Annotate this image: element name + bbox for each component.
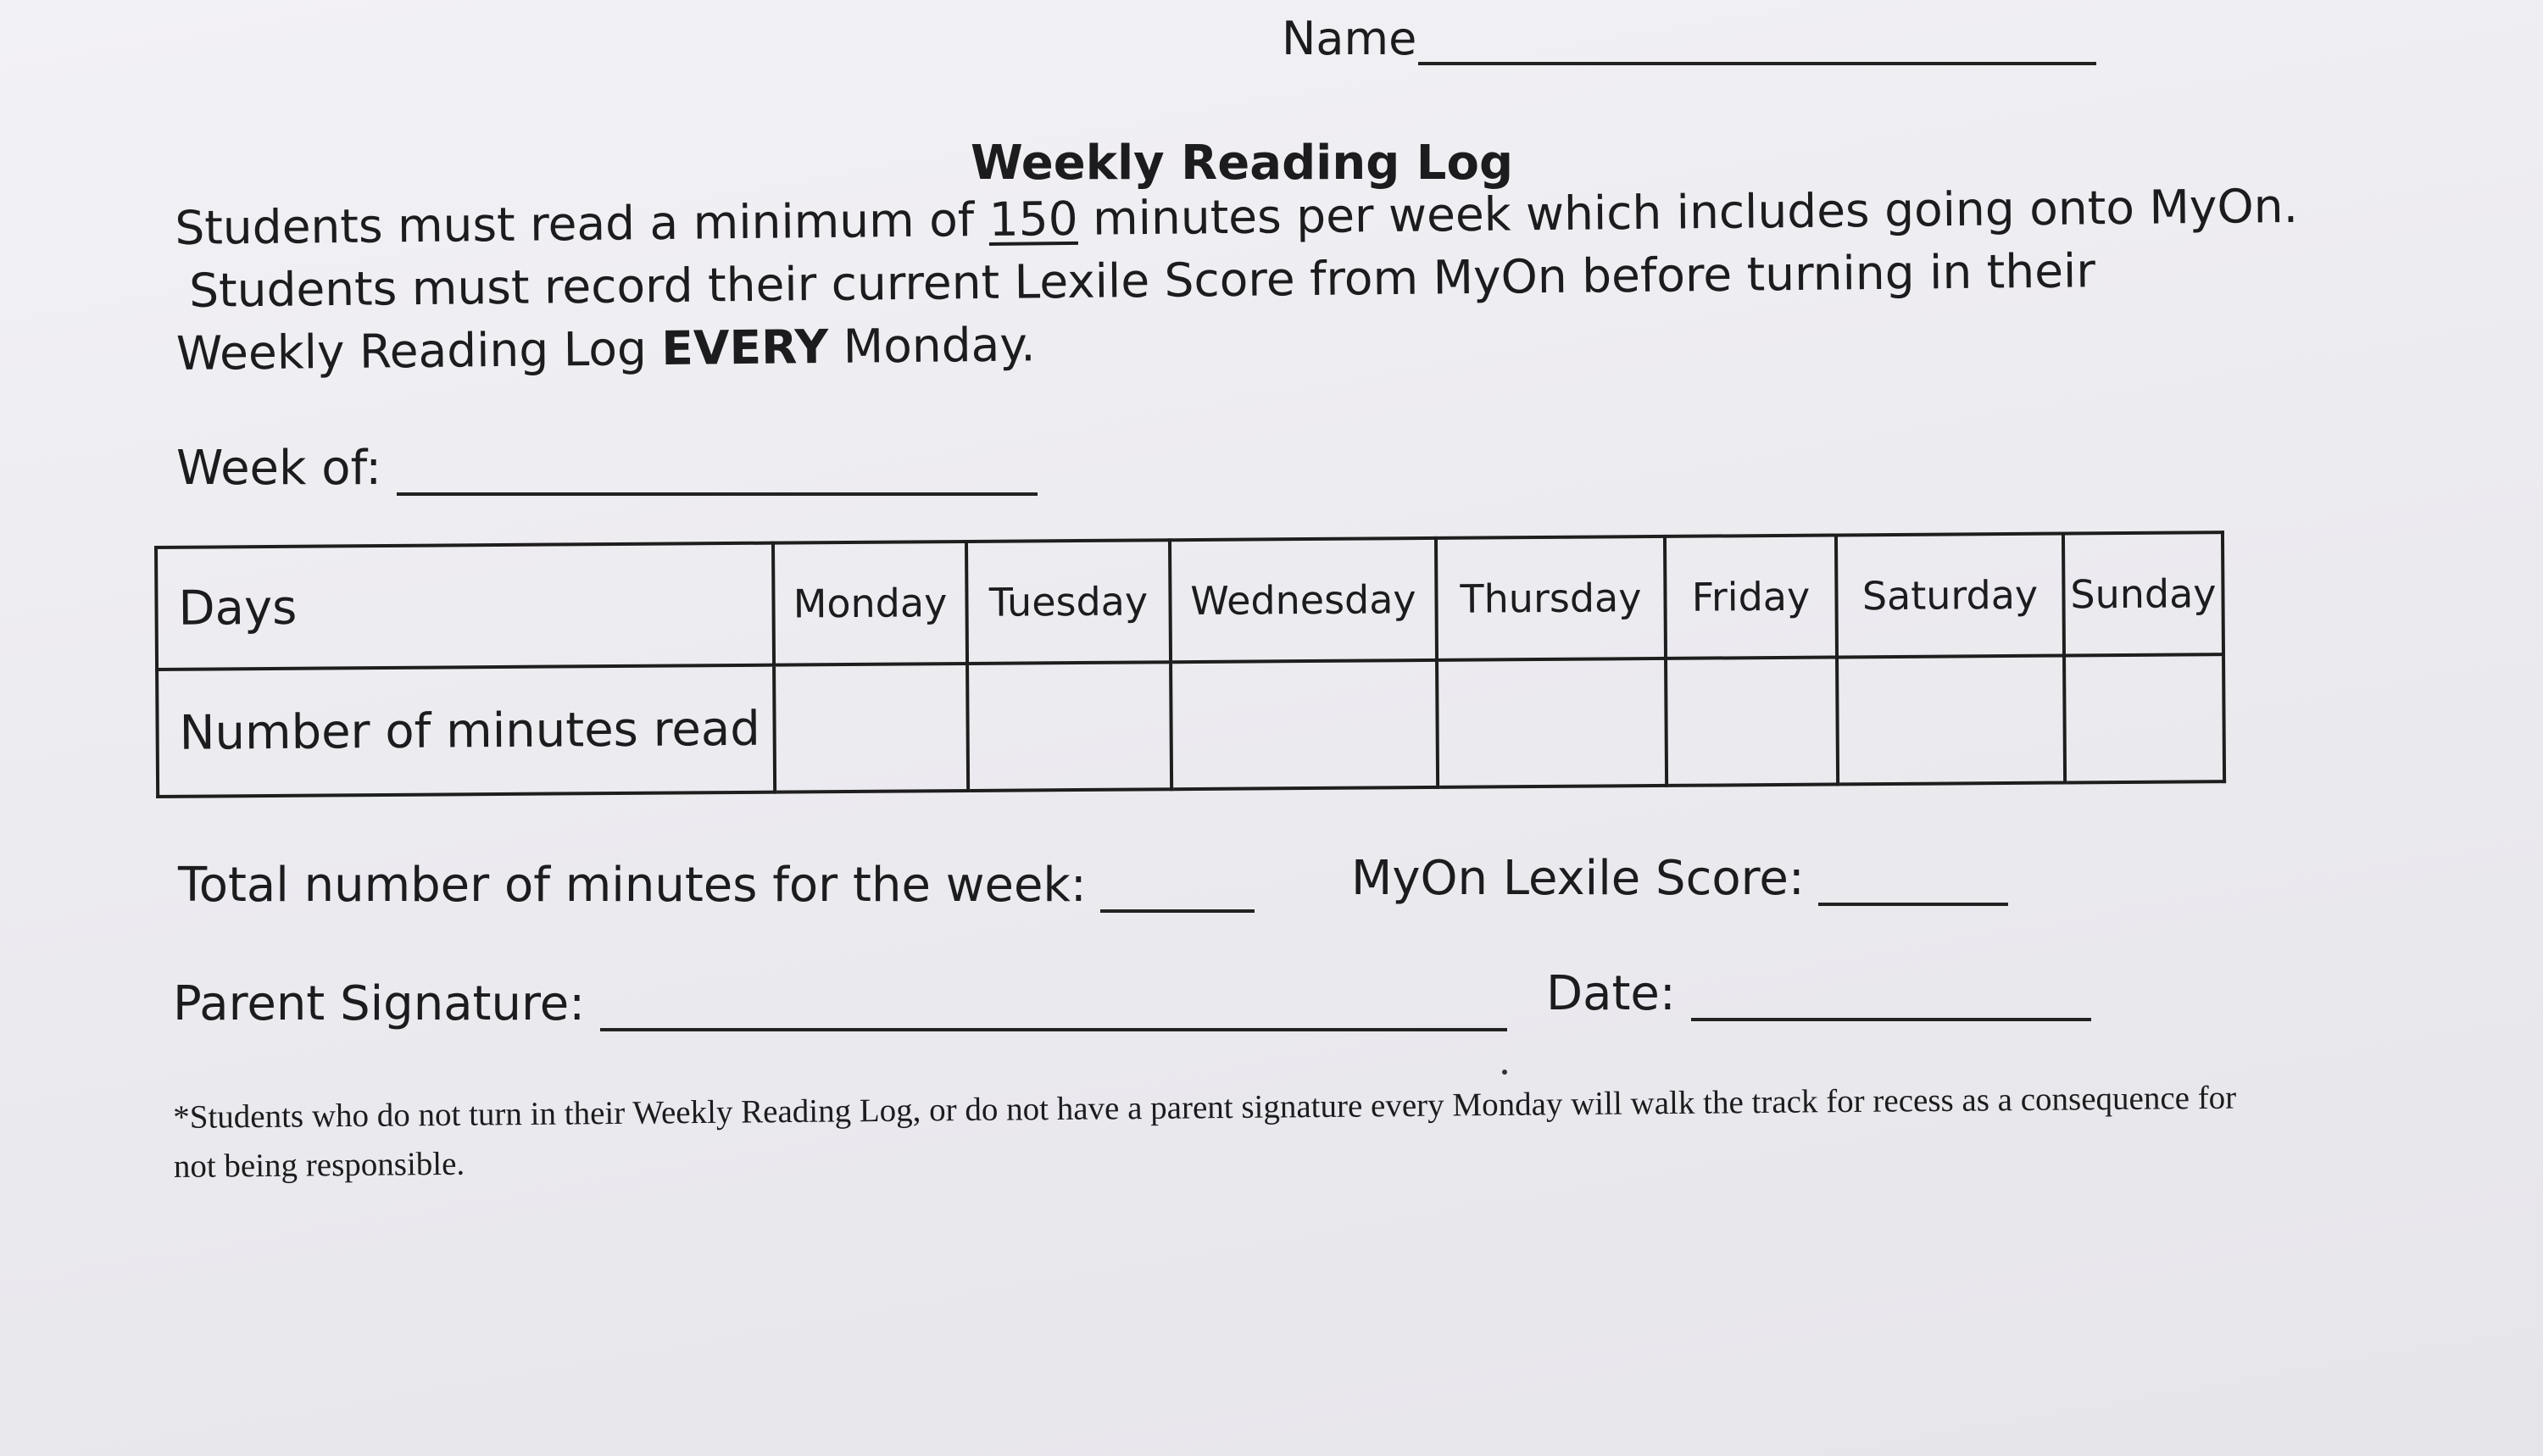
day-header-tuesday: Tuesday bbox=[966, 540, 1171, 664]
minutes-cell-friday[interactable] bbox=[1666, 657, 1838, 785]
day-header-monday: Monday bbox=[773, 542, 967, 665]
days-row-label: Days bbox=[156, 543, 774, 670]
lexile-score-label: MyOn Lexile Score: bbox=[1351, 851, 1805, 906]
parent-signature-field[interactable] bbox=[173, 976, 1507, 1031]
total-minutes-blank-line[interactable] bbox=[1100, 875, 1255, 913]
reading-log-table bbox=[154, 531, 2226, 798]
date-blank-line[interactable] bbox=[1691, 984, 2091, 1021]
day-header-friday: Friday bbox=[1665, 535, 1837, 658]
parent-signature-label: Parent Signature: bbox=[173, 976, 586, 1031]
page-title: Weekly Reading Log bbox=[971, 136, 1514, 191]
name-blank-line[interactable] bbox=[1418, 25, 2096, 65]
lexile-score-blank-line[interactable] bbox=[1818, 869, 2008, 906]
minutes-cell-thursday[interactable] bbox=[1437, 659, 1667, 787]
minutes-cell-wednesday[interactable] bbox=[1171, 660, 1438, 789]
every-emphasis: EVERY bbox=[661, 319, 829, 375]
name-field[interactable] bbox=[1282, 12, 2096, 65]
total-minutes-label: Total number of minutes for the week: bbox=[178, 858, 1087, 913]
instruction-line-3: Weekly Reading Log EVERY Monday. bbox=[175, 317, 1036, 381]
minutes-cell-sunday[interactable] bbox=[2064, 654, 2224, 782]
minutes-cell-saturday[interactable] bbox=[1837, 655, 2065, 784]
week-of-blank-line[interactable] bbox=[397, 458, 1038, 496]
minimum-minutes: 150 bbox=[988, 191, 1078, 247]
minutes-cell-tuesday[interactable] bbox=[967, 662, 1171, 791]
week-of-label: Week of: bbox=[176, 441, 382, 496]
day-header-sunday: Sunday bbox=[2063, 532, 2223, 655]
instruction-line-2: Students must record their current Lexile Score from MyOn before turning in their bbox=[188, 243, 2096, 318]
parent-signature-blank-line[interactable] bbox=[600, 994, 1507, 1031]
minutes-row-label: Number of minutes read bbox=[157, 665, 775, 797]
consequence-note: *Students who do not turn in their Weekly Reading Log, or do not have a parent signature every Monday will walk the track for recess as a consequence for not being responsible. bbox=[173, 1079, 2237, 1185]
stray-dot bbox=[1502, 1070, 1507, 1075]
instruction-line-1: Students must read a minimum of 150 minutes per week which includes going onto MyOn. bbox=[175, 178, 2299, 255]
days-row bbox=[156, 532, 2223, 670]
date-field[interactable] bbox=[1546, 966, 2091, 1021]
day-header-wednesday: Wednesday bbox=[1170, 538, 1437, 662]
week-of-field[interactable] bbox=[176, 441, 1038, 496]
date-label: Date: bbox=[1546, 966, 1676, 1021]
minutes-cell-monday[interactable] bbox=[774, 664, 968, 792]
instructions bbox=[175, 175, 2300, 385]
day-header-saturday: Saturday bbox=[1836, 533, 2064, 657]
minutes-row bbox=[157, 654, 2224, 797]
total-minutes-field[interactable] bbox=[178, 858, 1255, 913]
day-header-thursday: Thursday bbox=[1436, 536, 1666, 660]
name-label: Name bbox=[1282, 12, 1417, 65]
lexile-score-field[interactable] bbox=[1351, 851, 2008, 906]
